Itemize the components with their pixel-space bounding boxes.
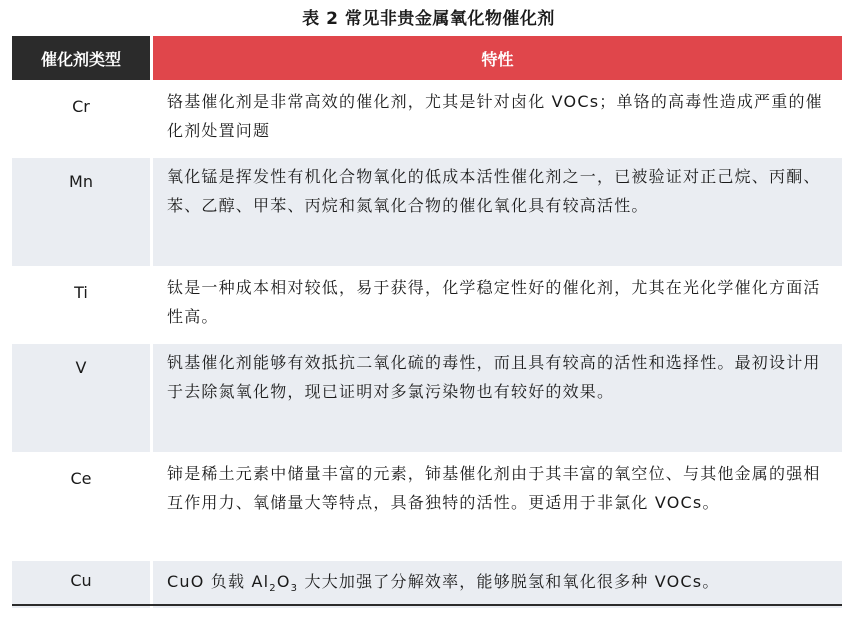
row-type-mn: Mn	[12, 158, 150, 266]
row-feature-ce: 铈是稀土元素中储量丰富的元素，铈基催化剂由于其丰富的氧空位、与其他金属的强相互作用力、氧储量大等特点，具备独特的活性。更适用于非氯化 VOCs。	[167, 464, 821, 512]
row-type-ti: Ti	[74, 283, 88, 302]
table-row	[12, 558, 842, 608]
row-type-ce: Ce	[70, 469, 92, 488]
cu-feature-sub2: 3	[290, 583, 299, 595]
row-feature-ti: 钛是一种成本相对较低，易于获得，化学稳定性好的催化剂，尤其在光化学催化方面活性高。	[167, 278, 821, 326]
row-feature-cr: 铬基催化剂是非常高效的催化剂，尤其是针对卤化 VOCs；单铬的高毒性造成严重的催化剂处置问题	[167, 92, 823, 140]
row-feature-cu	[153, 561, 842, 608]
cu-feature-prefix: CuO 负载 Al	[167, 572, 270, 591]
row-feature-mn: 氧化锰是挥发性有机化合物氧化的低成本活性催化剂之一，已被验证对正己烷、丙酮、苯、乙醇、甲苯、丙烷和氮氧化合物的催化氧化具有较高活性。	[153, 158, 842, 266]
table-row	[12, 266, 842, 341]
cu-feature-sub1: 2	[269, 583, 277, 595]
table-header-row	[12, 36, 842, 80]
row-type-v: V	[12, 344, 150, 452]
table-row	[12, 155, 842, 266]
table-row	[12, 80, 842, 155]
catalyst-table	[12, 36, 842, 608]
header-catalyst-type: 催化剂类型	[12, 36, 150, 80]
cu-feature-suffix: 大大加强了分解效率，能够脱氢和氧化很多种 VOCs。	[298, 572, 720, 591]
row-type-cr: Cr	[72, 97, 90, 116]
row-type-cu: Cu	[12, 561, 150, 608]
table-bottom-rule	[12, 604, 842, 606]
cu-feature-mid: O	[276, 572, 291, 591]
row-feature-v: 钒基催化剂能够有效抵抗二氧化硫的毒性，而且具有较高的活性和选择性。最初设计用于去除氮氧化物，现已证明对多氯污染物也有较好的效果。	[153, 344, 842, 452]
table-row	[12, 452, 842, 558]
table-row	[12, 341, 842, 452]
table-title: 表 2 常见非贵金属氧化物催化剂	[302, 9, 555, 29]
header-feature: 特性	[153, 36, 842, 80]
